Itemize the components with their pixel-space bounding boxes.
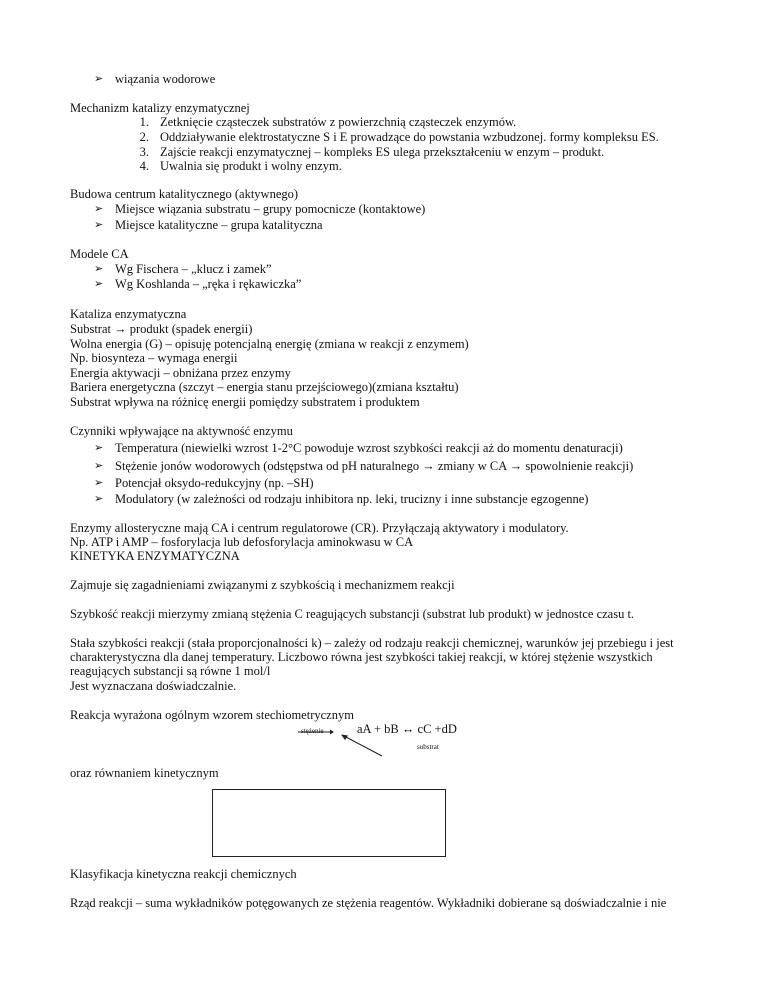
factors-item: Temperatura (niewielki wzrost 1-2°C powoduje wzrost szybkości reakcji aż do momentu denaturacji) — [115, 441, 623, 455]
factors-heading: Czynniki wpływające na aktywność enzymu — [70, 424, 293, 438]
stoich-equation: aA + bB ↔ cC +dD — [357, 722, 457, 736]
mechanism-item: Zetknięcie cząsteczek substratów z powierzchnią cząsteczek enzymów. — [160, 115, 517, 129]
kinetics-constant: Stała szybkości reakcji (stała proporcjonalności k) – zależy od rodzaju reakcji chemicznej, warunków jej przebiegu i jest — [70, 636, 674, 650]
bullet-arrow-icon: ➢ — [94, 493, 104, 505]
factors-item: Modulatory (w zależności od rodzaju inhibitora np. leki, trucizny i inne substancje egzogenne) — [115, 492, 589, 506]
catalysis-heading: Kataliza enzymatyczna — [70, 307, 187, 321]
models-heading: Modele CA — [70, 247, 129, 261]
active-center-heading: Budowa centrum katalitycznego (aktywnego) — [70, 187, 299, 201]
kinetics-intro: Zajmuje się zagadnieniami związanymi z szybkością i mechanizmem reakcji — [70, 578, 455, 592]
catalysis-line: Wolna energia (G) – opisuję potencjalną energię (zmiana w reakcji z enzymem) — [70, 337, 469, 351]
concentration-arrow-icon — [296, 728, 336, 736]
kinetics-constant: Jest wyznaczana doświadczalnie. — [70, 679, 237, 693]
classification-heading: Klasyfikacja kinetyczna reakcji chemicznych — [70, 867, 297, 881]
bullet-arrow-icon: ➢ — [94, 263, 104, 275]
mechanism-num: 1. — [139, 115, 149, 129]
models-item: Wg Fischera – „klucz i zamek” — [115, 262, 272, 276]
active-center-item: Miejsce wiązania substratu – grupy pomocnicze (kontaktowe) — [115, 202, 426, 216]
allosteric-line: Enzymy allosteryczne mają CA i centrum regulatorowe (CR). Przyłączają aktywatory i modulatory. — [70, 521, 569, 535]
concentration-label: stężenie — [301, 727, 324, 735]
top-bullet: wiązania wodorowe — [115, 72, 216, 86]
active-center-item: Miejsce katalityczne – grupa katalityczna — [115, 218, 323, 232]
kinetic-eq-label: oraz równaniem kinetycznym — [70, 766, 219, 780]
bullet-arrow-icon: ➢ — [94, 278, 104, 290]
catalysis-line: Np. biosynteza – wymaga energii — [70, 351, 238, 365]
bullet-arrow-icon: ➢ — [94, 203, 104, 215]
mechanism-num: 4. — [139, 159, 149, 173]
bullet-arrow-icon: ➢ — [94, 477, 104, 489]
factors-item: Potencjał oksydo-redukcyjny (np. –SH) — [115, 476, 314, 490]
bullet-arrow-icon: ➢ — [94, 442, 104, 454]
kinetics-constant: charakterystyczna dla danej temperatury. Liczbowo równa jest szybkości takiej reakcji, w której stężenie wszystkich — [70, 650, 653, 664]
section-title: KINETYKA ENZYMATYCZNA — [70, 549, 240, 563]
catalysis-line: Bariera energetyczna (szczyt – energia stanu przejściowego)(zmiana kształtu) — [70, 380, 459, 394]
kinetics-rate: Szybkość reakcji mierzymy zmianą stężenia C reagujących substancji (substrat lub produkt) w jednostce czasu t. — [70, 607, 635, 621]
bullet-arrow-icon: ➢ — [94, 460, 104, 472]
mechanism-num: 3. — [139, 145, 149, 159]
kinetics-constant: reagujących substancji są równe 1 mol/l — [70, 664, 271, 678]
allosteric-line: Np. ATP i AMP – fosforylacja lub defosforylacja aminokwasu w CA — [70, 535, 414, 549]
mechanism-item: Oddziaływanie elektrostatyczne S i E prowadzące do powstania wzbudzonej. formy kompleksu ES. — [160, 130, 659, 144]
substrate-label: substrat — [417, 743, 439, 751]
catalysis-line: Energia aktywacji – obniżana przez enzymy — [70, 366, 291, 380]
reaction-order-line: Rząd reakcji – suma wykładników potęgowanych ze stężenia reagentów. Wykładniki dobierane są doświadczalnie i nie — [70, 896, 667, 910]
mechanism-heading: Mechanizm katalizy enzymatycznej — [70, 101, 250, 115]
stoich-heading: Reakcja wyrażona ogólnym wzorem stechiometrycznym — [70, 708, 354, 722]
mechanism-item: Zajście reakcji enzymatycznej – kompleks ES ulega przekształceniu w enzym – produkt. — [160, 145, 605, 159]
mechanism-item: Uwalnia się produkt i wolny enzym. — [160, 159, 342, 173]
bullet-arrow-icon: ➢ — [94, 219, 104, 231]
catalysis-line: Substrat → produkt (spadek energii) — [70, 322, 253, 336]
factors-item: Stężenie jonów wodorowych (odstępstwa od pH naturalnego → zmiany w CA → spowolnienie reakcji) — [115, 459, 634, 473]
mechanism-num: 2. — [139, 130, 149, 144]
kinetic-equation-box — [212, 789, 446, 857]
substrate-arrow-icon — [340, 734, 384, 758]
bullet-arrow-icon: ➢ — [94, 73, 104, 85]
models-item: Wg Koshlanda – „ręka i rękawiczka” — [115, 277, 302, 291]
catalysis-line: Substrat wpływa na różnicę energii pomiędzy substratem i produktem — [70, 395, 420, 409]
